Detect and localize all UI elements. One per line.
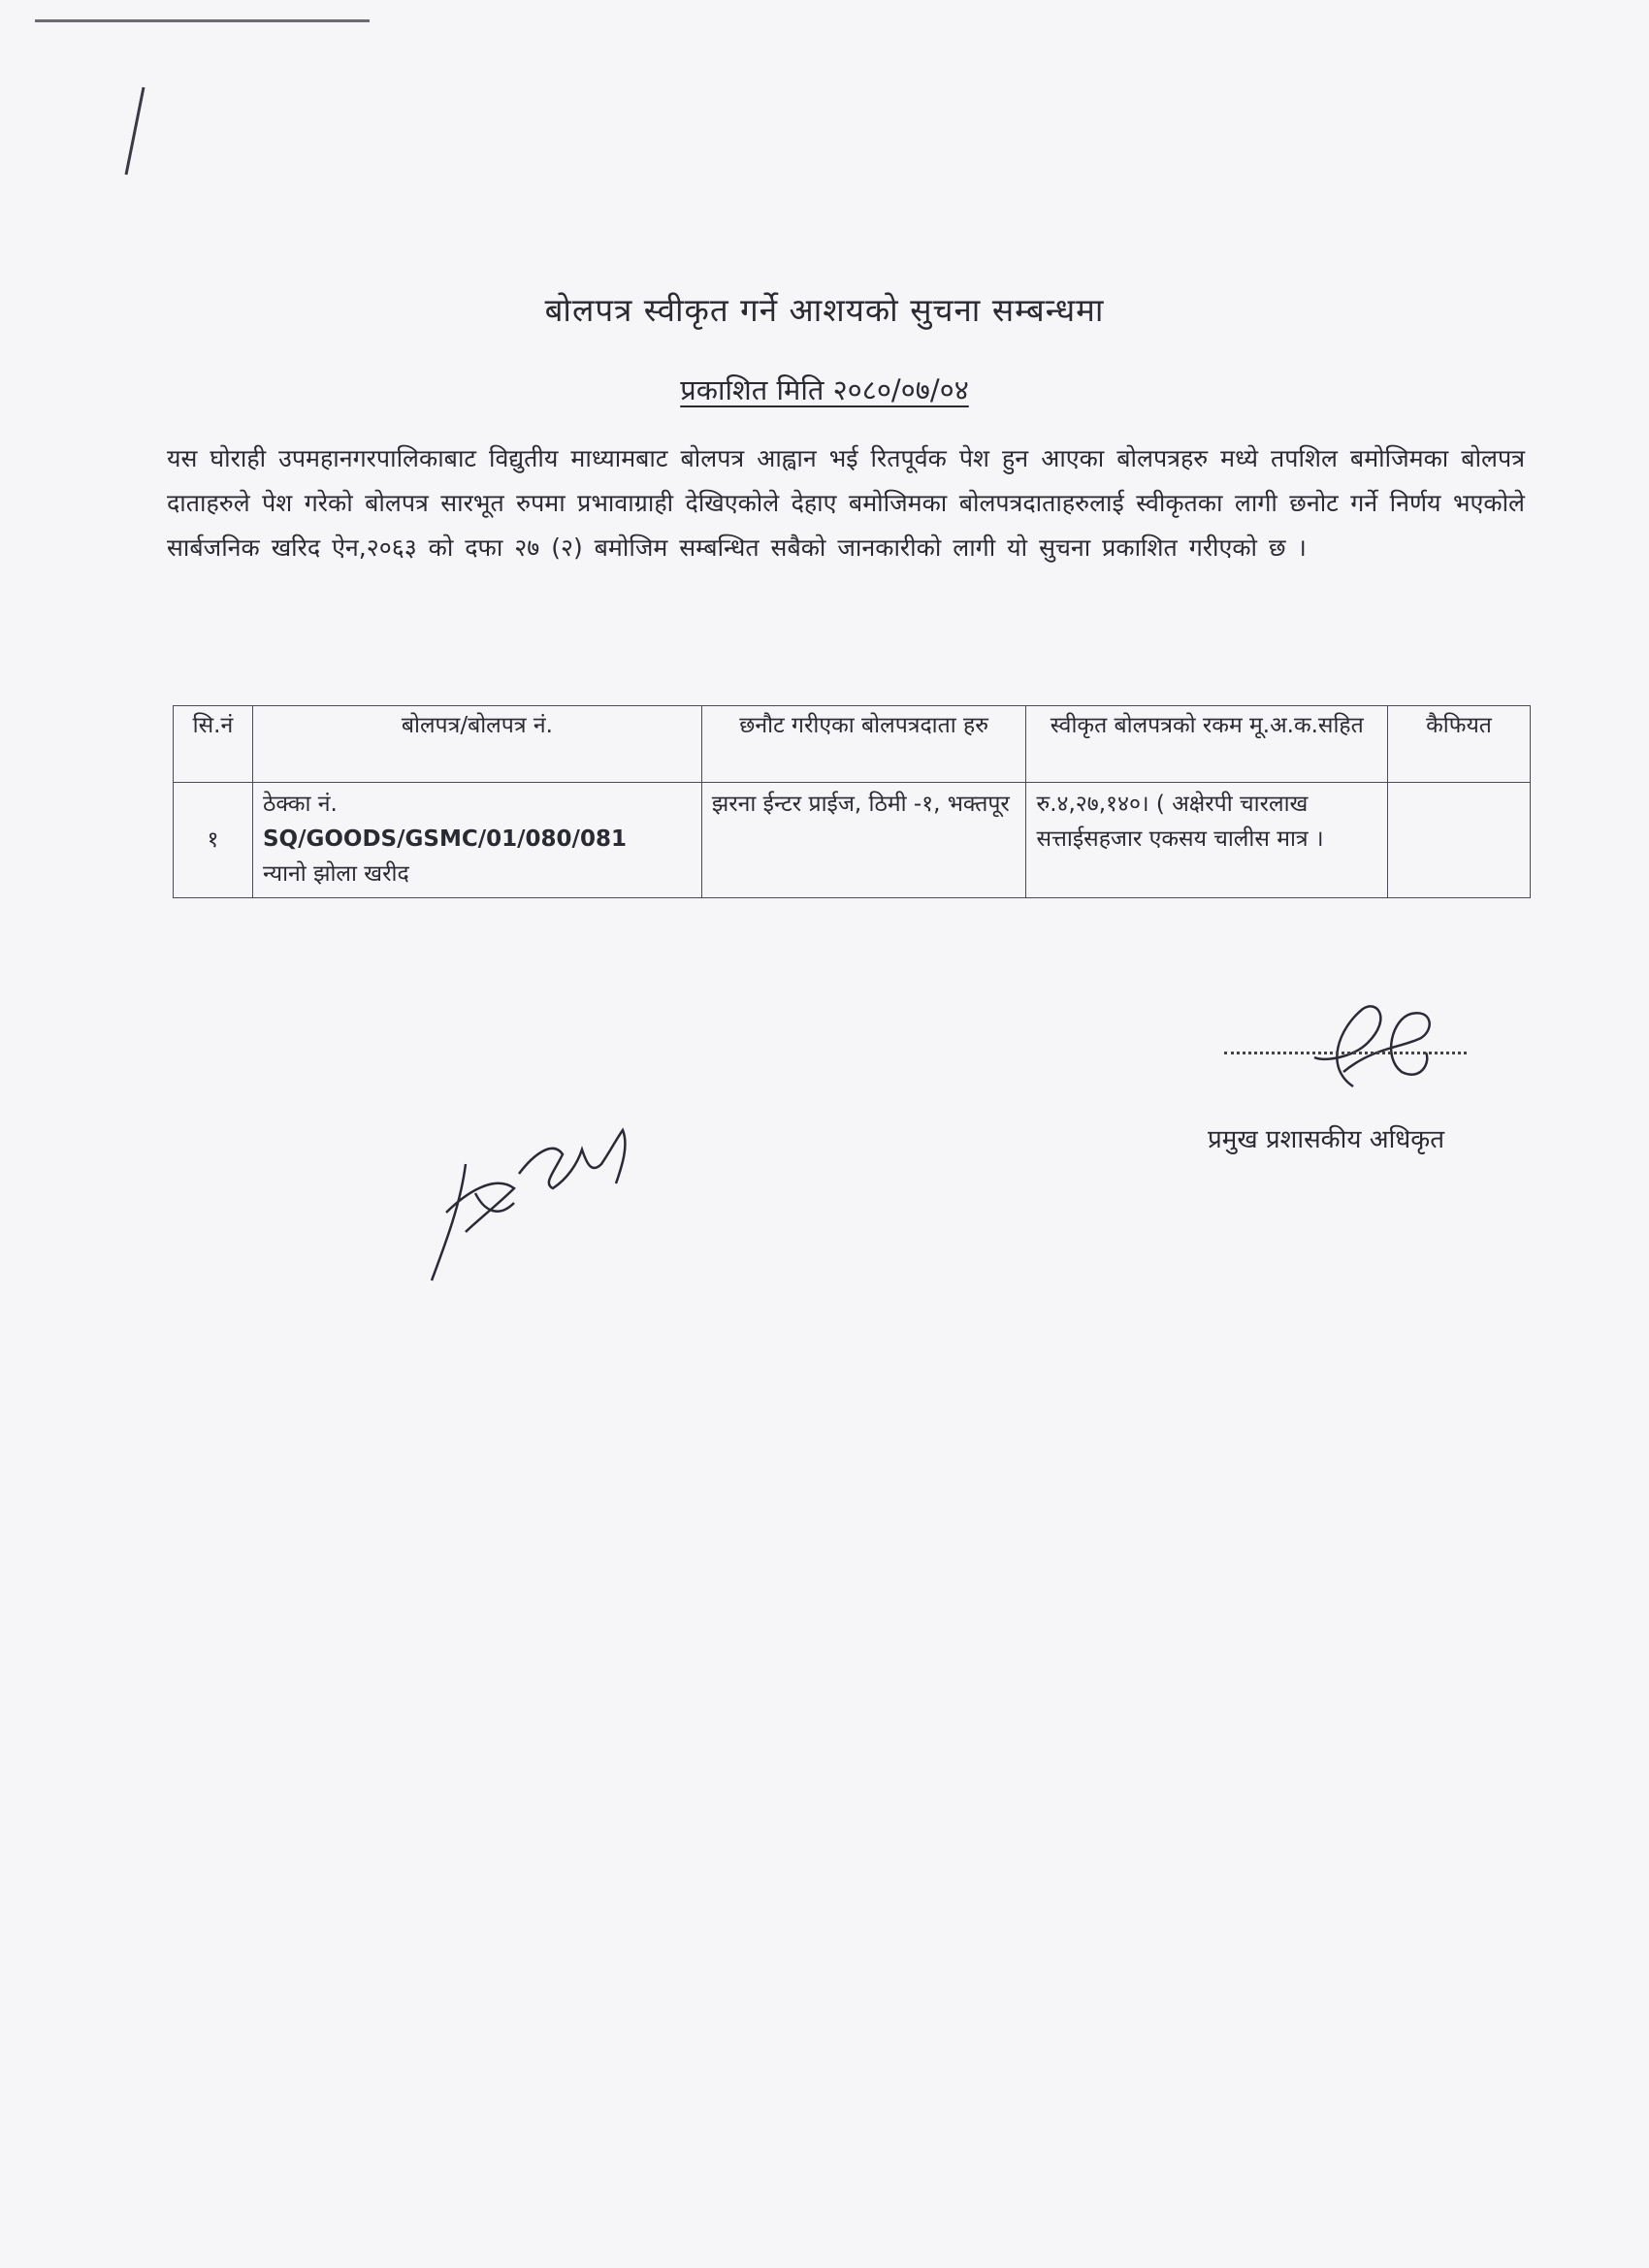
header-bidder: छनौट गरीएका बोलपत्रदाता हरु — [701, 706, 1026, 783]
published-date — [0, 371, 1649, 408]
officer-signature — [1285, 989, 1450, 1101]
published-date-text: प्रकाशित मिति २०८०/०७/०४ — [680, 373, 969, 406]
scan-edge-line — [35, 19, 370, 22]
notice-body: यस घोराही उपमहानगरपालिकाबाट विद्युतीय माध्यामबाट बोलपत्र आह्वान भई रितपूर्वक पेश हुन आएका बोलपत्रहरु मध्ये तपशिल बमोजिमका बोलपत्र दाताहरुले पेश गरेको बोलपत्र सारभूत रुपमा प्रभावाग्राही देखिएकोले देहाए बमोजिमका बोलपत्रदाताहरुलाई स्वीकृतका लागी छनोट गर्ने निर्णय भएकोले सार्बजनिक खरिद ऐन,२०६३ को दफा २७ (२) बमोजिम सम्बन्धित सबैको जानकारीको लागी यो सुचना प्रकाशित गरीएको छ । — [167, 444, 1525, 562]
header-remarks: कैफियत — [1388, 706, 1531, 783]
cell-remarks — [1388, 783, 1531, 898]
signatory-title: प्रमुख प्रशासकीय अधिकृत — [1208, 1125, 1445, 1154]
header-sn: सि.नं — [174, 706, 253, 783]
handwritten-signature — [407, 1096, 650, 1290]
item-description: न्यानो झोला खरीद — [262, 861, 409, 887]
table-header-row — [174, 706, 1531, 783]
cell-sn: १ — [174, 783, 253, 898]
signature-line — [1224, 1052, 1467, 1054]
header-bid-no: बोलपत्र/बोलपत्र नं. — [252, 706, 701, 783]
header-amount: स्वीकृत बोलपत्रको रकम मू.अ.क.सहित — [1026, 706, 1388, 783]
table-row — [174, 783, 1531, 898]
tender-table — [173, 705, 1531, 898]
cell-amount: रु.४,२७,१४०। ( अक्षेरपी चारलाख सत्ताईसहजार एकसय चालीस मात्र । — [1026, 783, 1388, 898]
pen-mark — [116, 82, 155, 179]
contract-label: ठेक्का नं. — [262, 792, 338, 817]
contract-number: SQ/GOODS/GSMC/01/080/081 — [262, 826, 627, 852]
cell-bidder: झरना ईन्टर प्राईज, ठिमी -१, भक्तपूर — [701, 783, 1026, 898]
notice-title: बोलपत्र स्वीकृत गर्ने आशयको सुचना सम्बन्धमा — [544, 291, 1105, 329]
cell-bid-no — [252, 783, 701, 898]
